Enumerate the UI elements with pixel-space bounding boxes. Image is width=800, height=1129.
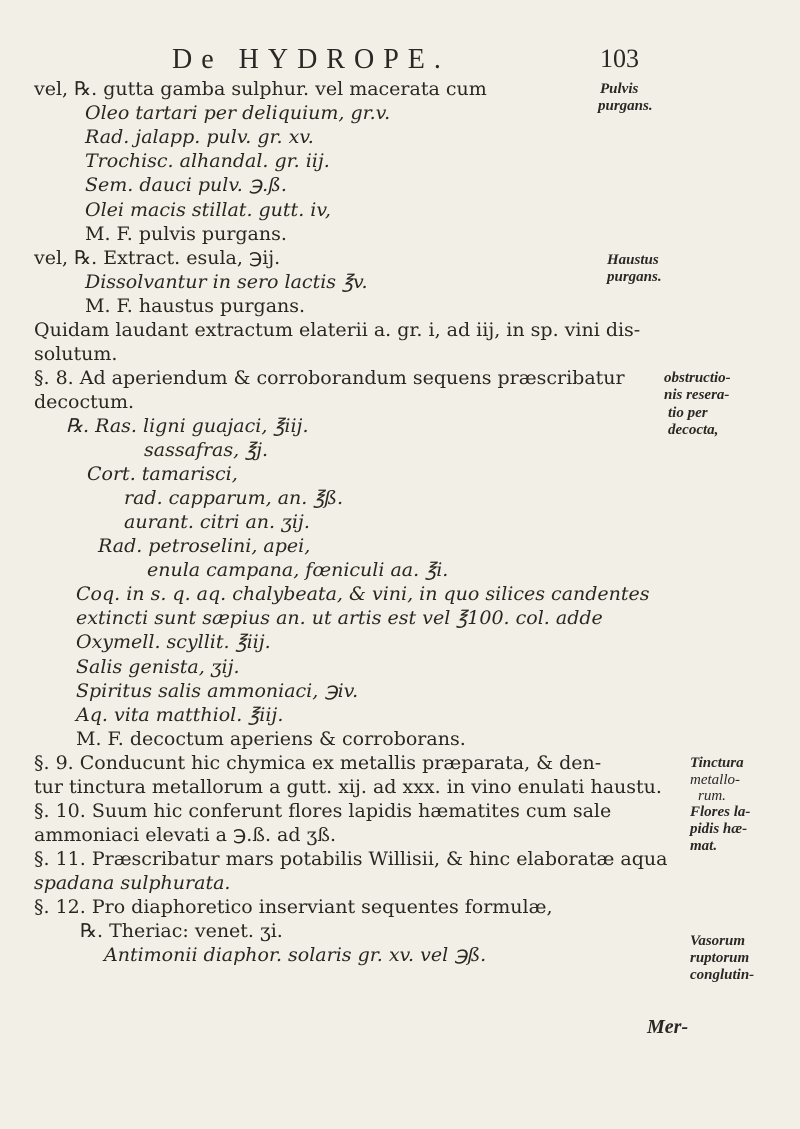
margin-note: nis resera- [664,387,730,403]
text-line: M. F. decoctum aperiens & corroborans. [76,728,466,750]
text-line: spadana sulphurata. [34,872,231,894]
text-line: Salis genista, ʒij. [76,656,240,678]
text-line: Quidam laudant extractum elaterii a. gr. i, ad iij, in sp. vini dis- [34,319,641,341]
margin-note: Tinctura [690,755,744,771]
text-line: Oleo tartari per deliquium, gr.v. [85,102,391,124]
margin-note: Pulvis [600,81,639,97]
margin-note: purgans. [598,98,653,114]
margin-note: decocta, [668,422,719,438]
margin-note: Vasorum [690,933,746,949]
text-line: Olei macis stillat. gutt. iv, [85,199,331,221]
margin-note: tio per [668,405,708,421]
margin-note: pidis hæ- [690,821,748,837]
text-line: Spiritus salis ammoniaci, ℈iv. [76,680,359,702]
text-line: §. 10. Suum hic conferunt flores lapidis hæmatites cum sale [34,800,612,822]
text-line: tur tinctura metallorum a gutt. xij. ad xxx. in vino enulati haustu. [34,776,662,798]
text-line: Rad. petroselini, apei, [98,535,311,557]
margin-note: metallo- [690,772,740,788]
text-line: vel, ℞. Extract. esula, ℈ij. [34,247,281,269]
text-line: vel, ℞. gutta gamba sulphur. vel macerata cum [34,78,487,100]
text-line: §. 9. Conducunt hic chymica ex metallis præparata, & den- [34,752,602,774]
text-line: decoctum. [34,391,135,413]
text-line: Aq. vita matthiol. ℥iij. [76,704,284,726]
text-line: solutum. [34,343,118,365]
text-line: rad. capparum, an. ℥ß. [124,487,344,509]
margin-note: rum. [698,788,726,804]
text-line: sassafras, ℥j. [144,439,269,461]
text-line: extincti sunt sæpius an. ut artis est vel ℥100. col. adde [76,607,603,629]
margin-note: Flores la- [690,804,751,820]
margin-note: ruptorum [690,950,750,966]
text-line: ℞. Ras. ligni guajaci, ℥iij. [66,415,309,437]
margin-note: Haustus [607,252,659,268]
text-line: §. 11. Præscribatur mars potabilis Willisii, & hinc elaboratæ aqua [34,848,668,870]
text-line: Rad. jalapp. pulv. gr. xv. [85,126,314,148]
margin-note: conglutin- [690,967,755,983]
text-line: §. 8. Ad aperiendum & corroborandum sequens præscribatur [34,367,625,389]
text-line: M. F. pulvis purgans. [85,223,287,245]
text-line: Cort. tamarisci, [87,463,238,485]
text-line: ammoniaci elevati a ℈.ß. ad ʒß. [34,824,337,846]
text-line: Antimonii diaphor. solaris gr. xv. vel ℈ß. [104,944,487,966]
text-line: Coq. in s. q. aq. chalybeata, & vini, in quo silices candentes [76,583,650,605]
running-title: De HYDROPE. [172,44,450,75]
text-line: §. 12. Pro diaphoretico inserviant sequentes formulæ, [34,896,553,918]
catchword: Mer- [647,1016,689,1038]
page-number: 103 [600,44,639,73]
margin-note: mat. [690,838,718,854]
text-line: Oxymell. scyllit. ℥iij. [76,631,271,653]
margin-note: obstructio- [664,370,731,386]
text-line: ℞. Theriac: venet. ʒi. [80,920,283,942]
text-line: enula campana, fœniculi aa. ℥i. [147,559,449,581]
text-line: Sem. dauci pulv. ℈.ß. [85,174,287,196]
text-line: aurant. citri an. ʒij. [124,511,310,533]
text-line: Trochisc. alhandal. gr. iij. [85,150,330,172]
margin-note: purgans. [607,269,662,285]
text-line: Dissolvantur in sero lactis ℥v. [85,271,368,293]
text-line: M. F. haustus purgans. [85,295,306,317]
